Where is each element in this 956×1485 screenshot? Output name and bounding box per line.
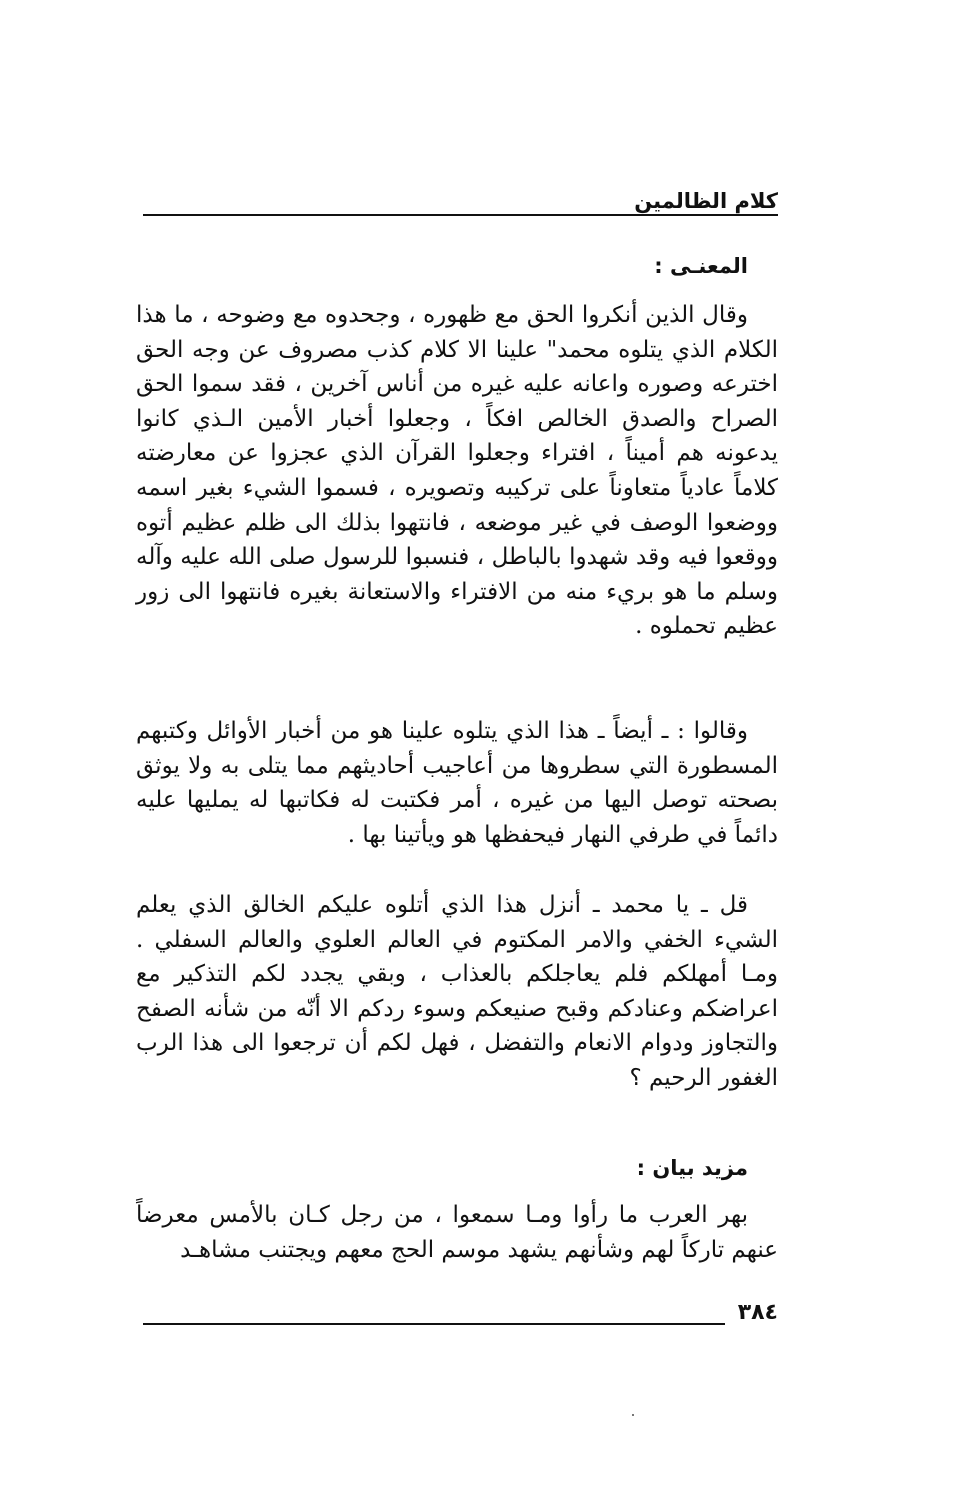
section-heading-more-explanation: مزيد بيان : [636, 1156, 748, 1180]
paragraph-text: وقالوا : ـ أيضاً ـ هذا الذي يتلوه علينا هو من أخبار الأوائل وكتبهم المسطورة التي سطروها من أعاجيب أحاديثهم مما يتلى به ولا يوثق بصحته توصل اليها من غيره ، أمر فكتبت له فكاتبها له يمليها عليه دائماً في طرفي النهار فيحفظها هو ويأتينا بها . [136, 718, 778, 848]
section-heading-meaning: المعنـى : [654, 254, 748, 278]
meaning-paragraph-1 [136, 298, 778, 644]
running-title: كلام الظالمين [630, 188, 778, 214]
header-rule [143, 214, 778, 216]
scan-speck [632, 1414, 634, 1416]
page-footer [143, 1300, 778, 1334]
footer-rule [143, 1323, 725, 1325]
paragraph-text: قل ـ يا محمد ـ أنزل هذا الذي أتلوه عليكم الخالق الذي يعلم الشيء الخفي والامر المكتوم في العالم العلوي والعالم السفلي . ومـا أمهلكم فلم يعاجلكم بالعذاب ، وبقي يجدد لكم التذكير مع اعراضكم وعنادكم وقبح صنيعكم وسوء ردكم الا أنّه من شأنه الصفح والتجاوز ودوام الانعام والتفضل ، فهل لكم أن ترجعوا الى هذا الرب الغفور الرحيم ؟ [136, 892, 778, 1091]
paragraph-text: بهر العرب ما رأوا ومـا سمعوا ، من رجل كـان بالأمس معرضاً عنهم تاركاً لهم وشأنهم يشهد موسم الحج معهم ويجتنب مشاهـد [136, 1202, 778, 1263]
meaning-paragraph-3 [136, 888, 778, 1096]
explanation-paragraph-1 [136, 1198, 778, 1267]
paragraph-text: وقال الذين أنكروا الحق مع ظهوره ، وجحدوه مع وضوحه ، ما هذا الكلام الذي يتلوه محمد" علينا الا كلام كذب مصروف عن وجه الحق اخترعه وصوره واعانه عليه غيره من أناس آخرين ، فقد سموا الحق الصراح والصدق الخالص افكاً ، وجعلوا أخبار الأمين الـذي كانوا يدعونه هم أميناً ، افتراء وجعلوا القرآن الذي عجزوا عن معارضته كلاماً عادياً متعاوناً على تركيبه وتصويره ، فسموا الشيء بغير اسمه ووضعوا الوصف في غير موضعه ، فانتهوا بذلك الى ظلم عظيم أتوه ووقعوا فيه وقد شهدوا بالباطل ، فنسبوا للرسول صلى الله عليه وآله وسلم ما هو بريء منه من الافتراء والاستعانة بغيره فانتهوا الى زور عظيم تحملوه . [136, 302, 778, 640]
meaning-paragraph-2 [136, 714, 778, 852]
page-number: ٣٨٤ [737, 1300, 778, 1325]
running-header [143, 188, 778, 220]
